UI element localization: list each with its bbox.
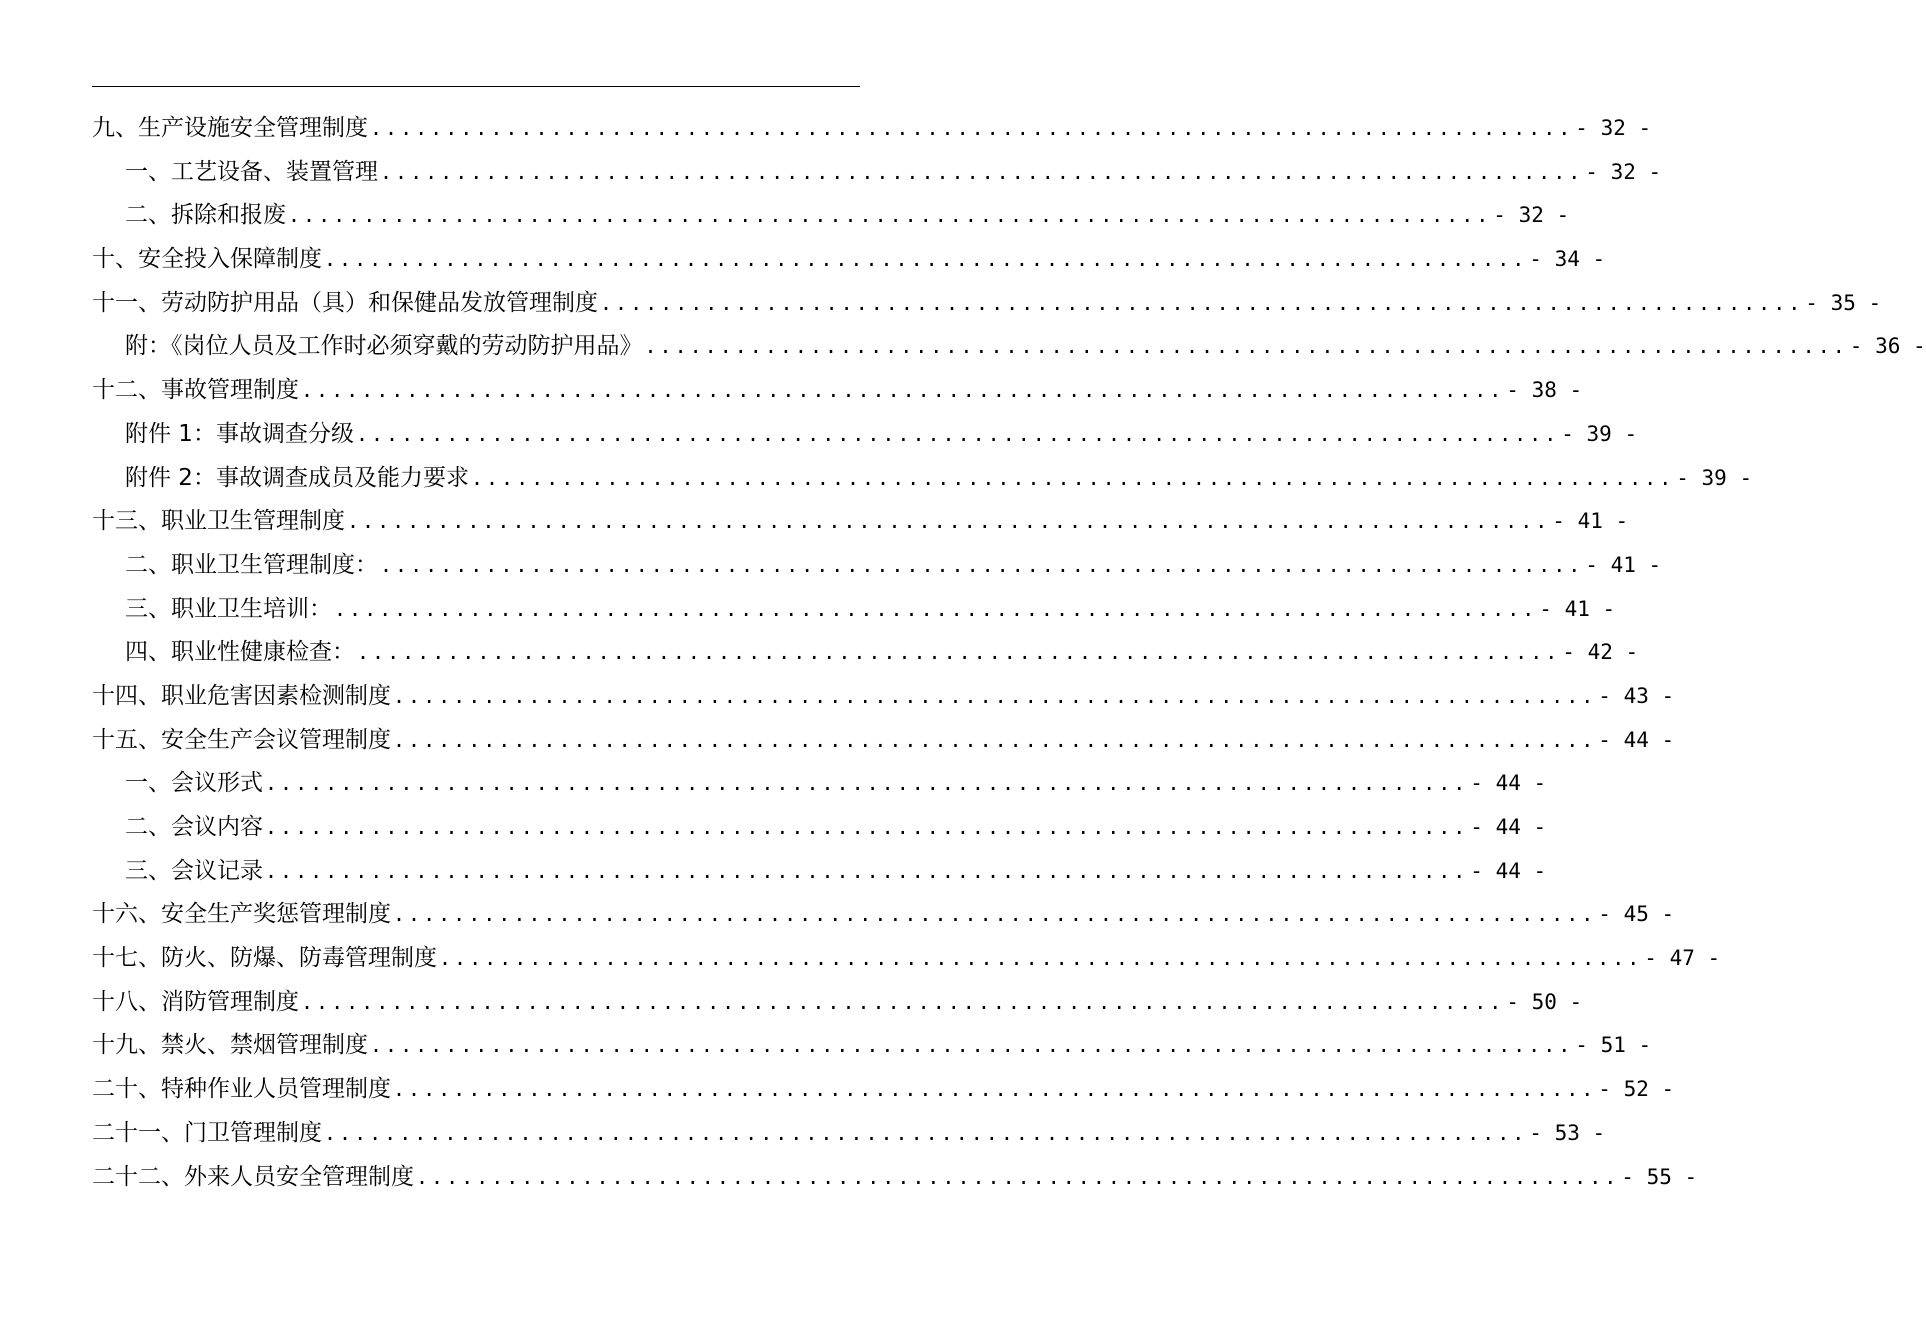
toc-entry-title: 十八、消防管理制度 — [92, 988, 299, 1015]
toc-dot-leader: ................................................................................ — [265, 815, 1469, 839]
toc-entry-title: 二十一、门卫管理制度 — [92, 1119, 322, 1146]
toc-entry[interactable] — [92, 238, 1606, 282]
toc-entry-page: - 43 - — [1598, 683, 1675, 708]
toc-dot-leader: ................................................................................ — [644, 334, 1848, 359]
toc-entry-title: 附：《岗位人员及工作时必须穿戴的劳动防护用品》 — [125, 333, 643, 360]
toc-entry[interactable] — [92, 369, 1583, 413]
toc-entry[interactable] — [92, 981, 1583, 1025]
toc-entry[interactable] — [92, 631, 1639, 675]
toc-dot-leader: ................................................................................ — [416, 1164, 1620, 1189]
toc-entry-title: 三、职业卫生培训： — [125, 595, 332, 622]
toc-entry-page: - 39 - — [1676, 465, 1753, 490]
toc-dot-leader: ................................................................................ — [265, 771, 1469, 796]
toc-entry-page: - 44 - — [1470, 858, 1547, 883]
toc-dot-leader: ................................................................................ — [334, 596, 1538, 621]
toc-entry-page: - 41 - — [1539, 596, 1616, 621]
toc-dot-leader: ................................................................................ — [288, 203, 1492, 228]
toc-dot-leader: ................................................................................ — [301, 989, 1505, 1014]
toc-entry[interactable] — [92, 762, 1547, 806]
toc-dot-leader: ................................................................................ — [439, 946, 1643, 971]
toc-dot-leader: ................................................................................ — [301, 378, 1505, 403]
toc-entry[interactable] — [92, 719, 1675, 763]
toc-entry-title: 十四、职业危害因素检测制度 — [92, 682, 391, 709]
toc-entry-title: 十一、劳动防护用品（具）和保健品发放管理制度 — [92, 289, 598, 316]
toc-entry[interactable] — [92, 194, 1570, 238]
toc-dot-leader: ................................................................................ — [370, 1033, 1574, 1058]
toc-entry-page: - 44 - — [1470, 771, 1547, 796]
toc-entry-page: - 47 - — [1644, 946, 1721, 971]
toc-entry[interactable] — [92, 588, 1616, 632]
toc-entry-page: - 45 - — [1598, 902, 1675, 927]
toc-entry-page: - 38 - — [1506, 378, 1583, 403]
toc-entry[interactable] — [92, 544, 1662, 588]
toc-entry-title: 三、会议记录 — [125, 857, 263, 884]
toc-entry-title: 附件 2：事故调查成员及能力要求 — [125, 464, 469, 491]
toc-entry-title: 十五、安全生产会议管理制度 — [92, 726, 391, 753]
toc-dot-leader: ................................................................................ — [324, 247, 1528, 272]
toc-entry[interactable] — [92, 282, 1882, 326]
toc-entry[interactable] — [92, 1068, 1675, 1112]
toc-dot-leader: ................................................................................ — [380, 552, 1584, 577]
header-rule — [92, 86, 860, 87]
toc-entry-title: 二、会议内容 — [125, 814, 263, 840]
toc-entry[interactable] — [92, 1156, 1698, 1200]
toc-entry-page: - 39 - — [1561, 421, 1638, 446]
toc-dot-leader: ................................................................................ — [347, 509, 1551, 534]
toc-entry-title: 十六、安全生产奖惩管理制度 — [92, 901, 391, 928]
toc-entry-page: - 35 - — [1805, 290, 1882, 315]
toc-entry[interactable] — [92, 457, 1753, 501]
toc-dot-leader: ................................................................................ — [265, 858, 1469, 883]
toc-entry-title: 十九、禁火、禁烟管理制度 — [92, 1032, 368, 1059]
toc-entry-title: 二十二、外来人员安全管理制度 — [92, 1163, 414, 1190]
toc-entry[interactable] — [92, 413, 1638, 457]
toc-entry-page: - 32 - — [1575, 116, 1652, 140]
toc-entry-title: 十、安全投入保障制度 — [92, 246, 322, 273]
toc-dot-leader: ................................................................................ — [393, 1077, 1597, 1102]
toc-entry[interactable] — [92, 107, 1652, 151]
toc-entry-title: 九、生产设施安全管理制度 — [92, 115, 368, 141]
toc-dot-leader: ................................................................................ — [370, 116, 1574, 140]
toc-entry-page: - 42 - — [1562, 640, 1639, 665]
table-of-contents — [92, 107, 1926, 1199]
toc-entry-page: - 32 - — [1493, 203, 1570, 228]
toc-entry[interactable] — [92, 325, 1926, 369]
toc-entry-page: - 32 - — [1585, 159, 1662, 184]
toc-entry-title: 十七、防火、防爆、防毒管理制度 — [92, 945, 437, 972]
toc-dot-leader: ................................................................................ — [380, 159, 1584, 184]
toc-dot-leader: ................................................................................ — [393, 902, 1597, 927]
toc-entry[interactable] — [92, 151, 1662, 195]
toc-entry-title: 一、工艺设备、装置管理 — [125, 158, 378, 185]
toc-entry-title: 二、拆除和报废 — [125, 202, 286, 229]
toc-entry[interactable] — [92, 675, 1675, 719]
toc-entry-page: - 44 - — [1470, 815, 1547, 839]
toc-dot-leader: ................................................................................ — [357, 640, 1561, 665]
toc-entry[interactable] — [92, 806, 1547, 850]
toc-entry[interactable] — [92, 850, 1547, 894]
toc-dot-leader: ................................................................................ — [324, 1120, 1528, 1145]
toc-entry[interactable] — [92, 1024, 1652, 1068]
toc-dot-leader: ................................................................................ — [393, 683, 1597, 708]
toc-dot-leader: ................................................................................ — [393, 727, 1597, 752]
toc-entry-title: 十二、事故管理制度 — [92, 377, 299, 404]
toc-entry[interactable] — [92, 893, 1675, 937]
toc-entry-page: - 34 - — [1529, 247, 1606, 272]
toc-entry-title: 十三、职业卫生管理制度 — [92, 508, 345, 535]
toc-entry-title: 一、会议形式 — [125, 770, 263, 797]
toc-entry-page: - 51 - — [1575, 1033, 1652, 1058]
toc-dot-leader: ................................................................................ — [355, 421, 1560, 446]
toc-dot-leader: ................................................................................ — [600, 290, 1804, 315]
toc-entry[interactable] — [92, 937, 1721, 981]
toc-entry-title: 附件 1：事故调查分级 — [125, 420, 354, 447]
toc-entry-page: - 55 - — [1621, 1164, 1698, 1189]
toc-entry[interactable] — [92, 500, 1629, 544]
toc-dot-leader: ................................................................................ — [470, 465, 1675, 490]
toc-entry[interactable] — [92, 1112, 1606, 1156]
toc-entry-title: 二、职业卫生管理制度： — [125, 551, 378, 578]
toc-entry-page: - 41 - — [1585, 552, 1662, 577]
toc-entry-page: - 50 - — [1506, 989, 1583, 1014]
toc-entry-page: - 41 - — [1552, 509, 1629, 534]
toc-entry-page: - 53 - — [1529, 1120, 1606, 1145]
toc-entry-title: 二十、特种作业人员管理制度 — [92, 1076, 391, 1103]
toc-entry-page: - 44 - — [1598, 727, 1675, 752]
toc-entry-page: - 52 - — [1598, 1077, 1675, 1102]
toc-entry-page: - 36 - — [1849, 334, 1926, 359]
toc-entry-title: 四、职业性健康检查： — [125, 639, 355, 666]
